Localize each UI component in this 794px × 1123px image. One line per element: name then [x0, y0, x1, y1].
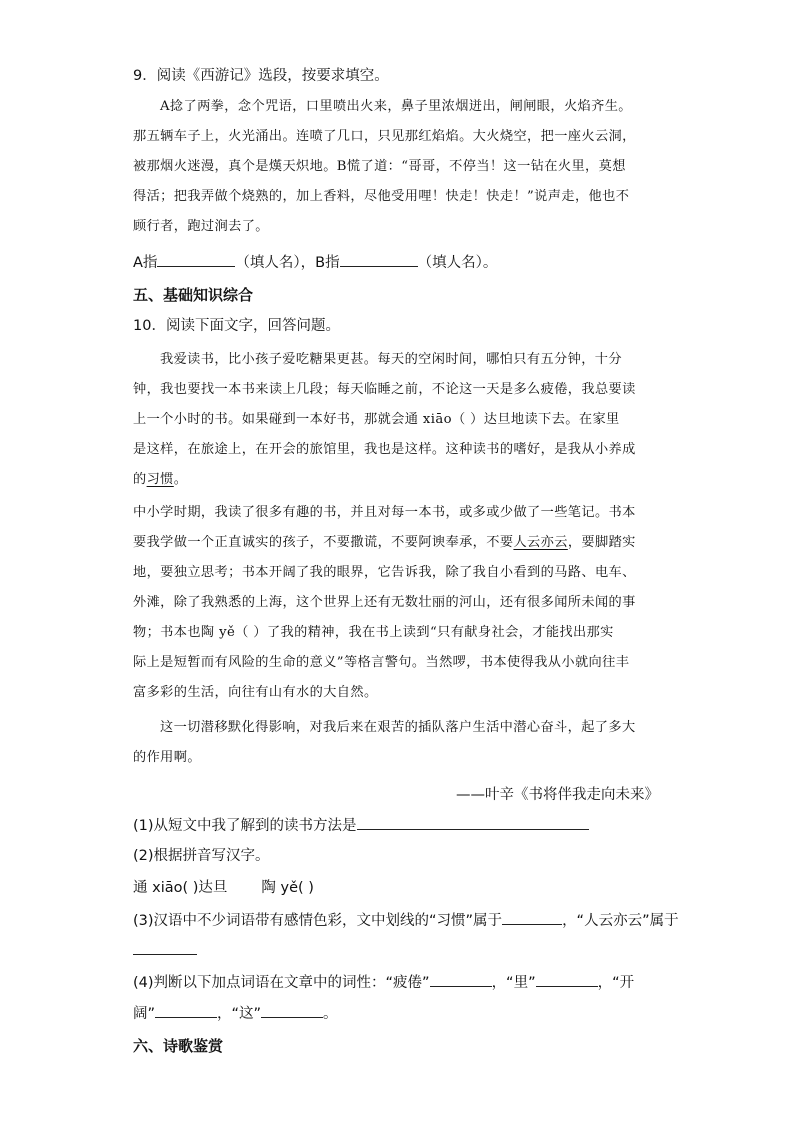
q9-answer-a-suffix: （填人名），B指: [235, 255, 340, 271]
text-fragment: (3)汉语中不少词语带有感情色彩，文中划线的“习惯”属于: [133, 913, 503, 929]
q9-answer-a-prefix: A指: [133, 255, 158, 271]
answer-blank-broad[interactable]: [155, 1003, 217, 1018]
q10-passage2-line: 外滩，除了我熟悉的上海，这个世界上还有无数壮丽的河山，还有很多闻所未闻的事: [133, 595, 636, 610]
q10-sub4: [133, 972, 634, 993]
pinyin-item-ye[interactable]: 陶 yě( ): [261, 880, 314, 896]
text-fragment: ，“这”: [217, 1006, 262, 1022]
text-fragment: (4)判断以下加点词语在文章中的词性：“疲倦”: [133, 975, 430, 991]
q10-title: 10．阅读下面文字，回答问题。: [133, 318, 340, 334]
text-fragment: ，要脚踏实: [567, 535, 636, 550]
q9-passage-line: 得活；把我弄做个烧熟的，加上香料，尽他受用哩！快走！快走！”说声走，他也不: [133, 189, 630, 204]
text-fragment: 的: [133, 472, 147, 487]
q9-passage-line: 顾行者，跑过涧去了。: [133, 219, 269, 234]
text-fragment: (1)从短文中我了解到的读书方法是: [133, 818, 357, 834]
q10-passage2-line: [133, 533, 636, 553]
q9-passage-line: 被那烟火迷漫，真个是熯天炽地。B慌了道：“哥哥，不停当！这一钻在火里，莫想: [133, 159, 626, 174]
q10-sub2: (2)根据拼音写汉字。: [133, 848, 270, 864]
q10-passage-line: 是这样，在旅途上，在开会的旅馆里，我也是这样。这种读书的嗜好，是我从小养成: [133, 442, 636, 457]
answer-blank-reading-method[interactable]: [357, 815, 589, 830]
q9-passage-line: A捻了两拳，念个咒语，口里喷出火来，鼻子里浓烟迸出，闸闸眼，火焰齐生。: [160, 99, 632, 114]
q10-passage-line: 上一个小时的书。如果碰到一本好书，那就会通 xiāo（ ）达旦地读下去。在家里: [133, 412, 620, 427]
pinyin-item-xiao[interactable]: 通 xiāo( )达旦: [133, 880, 228, 896]
section-title: 五、基础知识综合: [133, 286, 254, 304]
q9-answer-line: [133, 252, 497, 273]
q10-passage-line: [133, 470, 187, 490]
q10-passage2-line: 际上是短暂而有风险的生命的意义”等格言警句。当然啰，书本使得我从小就向往丰: [133, 655, 630, 670]
q9-passage-line: 那五辆车子上，火光涌出。连喷了几口，只见那红焰焰。大火烧空，把一座火云洞，: [133, 129, 636, 144]
answer-blank-follow-others[interactable]: [133, 940, 197, 955]
q10-passage2-line: 物；书本也陶 yě（ ）了我的精神，我在书上读到“只有献身社会，才能找出那实: [133, 625, 614, 640]
text-fragment: 。: [173, 472, 188, 487]
q10-sub3-cont: [133, 940, 197, 961]
source-attribution: ——叶辛《书将伴我走向未来》: [456, 787, 659, 803]
q9-title: 9．阅读《西游记》选段，按要求填空。: [133, 68, 389, 84]
q10-sub3: [133, 910, 679, 931]
q10-passage3-line: 这一切潜移默化得影响，对我后来在艰苦的插队落户生活中潜心奋斗，起了多大: [160, 720, 636, 735]
section-title: 六、诗歌鉴赏: [133, 1037, 224, 1055]
answer-blank-tired[interactable]: [430, 972, 492, 987]
q10-sub4-cont: [133, 1003, 338, 1024]
answer-blank-habit[interactable]: [502, 910, 562, 925]
answer-blank-zhe[interactable]: [261, 1003, 323, 1018]
text-fragment: 阔”: [133, 1006, 156, 1022]
answer-blank-b[interactable]: [340, 252, 418, 267]
q10-sub1: [133, 815, 589, 836]
text-fragment: ，“开: [597, 975, 635, 991]
q9-answer-b-suffix: （填人名）。: [417, 255, 498, 271]
q10-sub2-items: [133, 878, 314, 898]
underlined-word-follow-others: 人云亦云: [513, 535, 568, 550]
q10-passage2-line: 中小学时期，我读了很多有趣的书，并且对每一本书，或多或少做了一些笔记。书本: [133, 505, 636, 520]
q10-passage2-line: 地，要独立思考；书本开阔了我的眼界，它告诉我，除了我自小看到的马路、电车、: [133, 565, 636, 580]
text-fragment: 要我学做一个正直诚实的孩子，不要撒谎，不要阿谀奉承，不要: [133, 535, 514, 550]
text-fragment: ，“人云亦云”属于: [562, 913, 679, 929]
q10-passage2-line: 富多彩的生活，向往有山有水的大自然。: [133, 685, 378, 700]
answer-blank-li[interactable]: [536, 972, 598, 987]
q10-passage-line: 钟，我也要找一本书来读上几段；每天临睡之前，不论这一天是多么疲倦，我总要读: [133, 382, 636, 397]
underlined-word-habit: 习惯: [146, 472, 174, 487]
answer-blank-a[interactable]: [157, 252, 235, 267]
text-fragment: ，“里”: [491, 975, 536, 991]
q10-passage-line: 我爱读书，比小孩子爱吃糖果更甚。每天的空闲时间，哪怕只有五分钟，十分: [160, 352, 622, 367]
text-fragment: 。: [323, 1006, 338, 1022]
q10-passage3-line: 的作用啊。: [133, 750, 201, 765]
